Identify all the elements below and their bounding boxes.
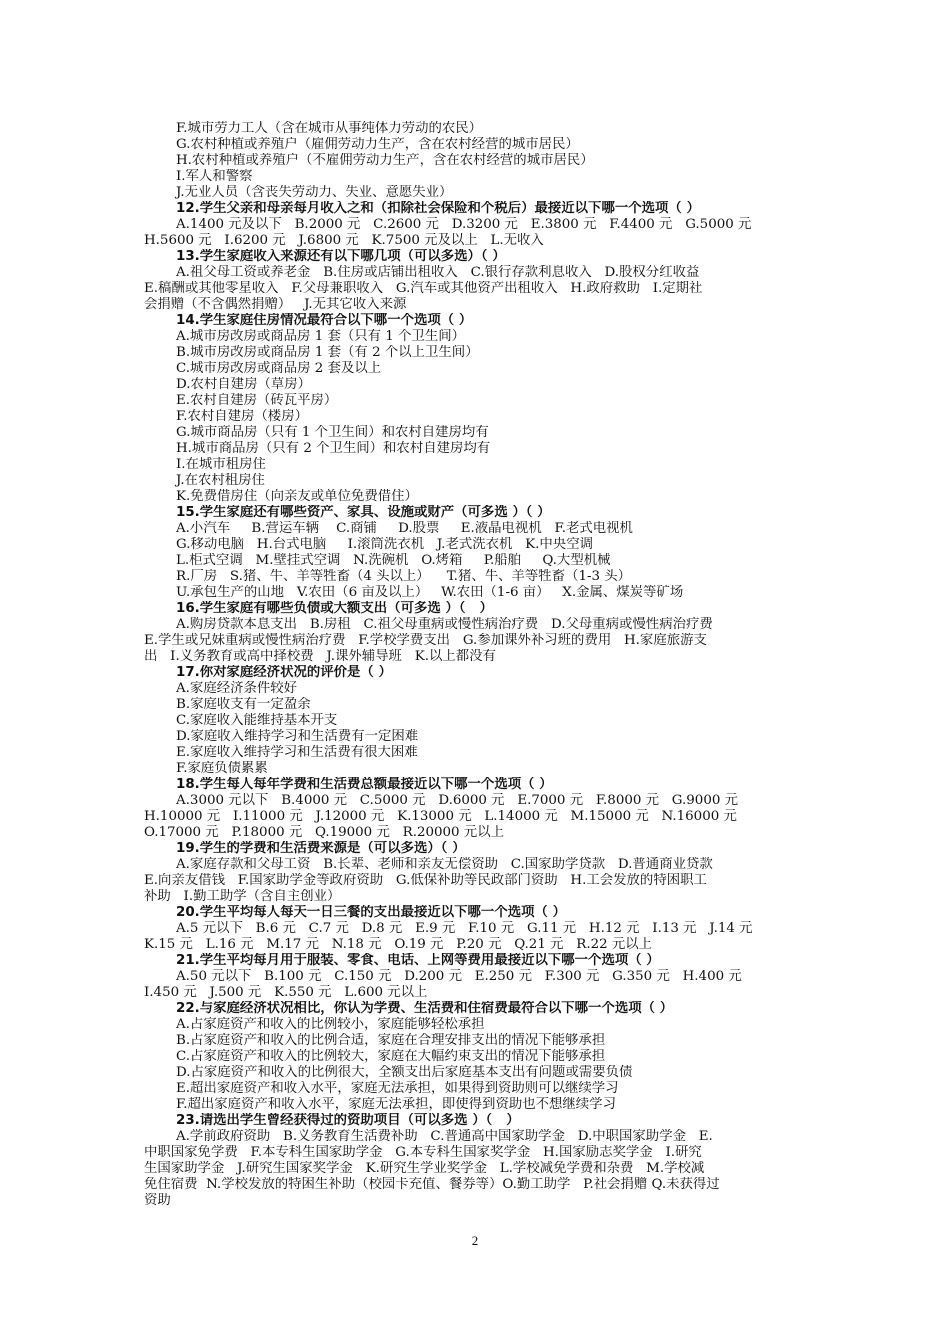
option-line: G.城市商品房（只有 1 个卫生间）和农村自建房均有 [176,425,489,440]
option-continuation: E.学生或兄妹重病或慢性病治疗费 F.学校学费支出 G.参加课外补习班的费用 H.家庭旅游支 [144,633,707,648]
option-line: E.农村自建房（砖瓦平房） [176,393,338,408]
option-continuation: 免住宿费 N.学校发放的特困生补助（校园卡充值、餐券等）O.勤工助学 P.社会捐赠 Q.未获得过 [144,1177,720,1192]
option-line: U.承包生产的山地 V.农田（6 亩及以上） W.农田（1-6 亩） X.金属、煤炭等矿场 [176,585,684,600]
option-line: A.5 元以下 B.6 元 C.7 元 D.8 元 E.9 元 F.10 元 G.11 元 H.12 元 I.13 元 J.14 元 [176,921,753,936]
option-line: A.家庭存款和父母工资 B.长辈、老师和亲友无偿资助 C.国家助学贷款 D.普通商业贷款 [176,857,713,872]
option-line: H.城市商品房（只有 2 个卫生间）和农村自建房均有 [176,441,491,456]
question-heading: 23.请选出学生曾经获得过的资助项目（可以多选 ）（ ） [176,1113,520,1128]
option-continuation: E.向亲友借钱 F.国家助学金等政府资助 G.低保补助等民政部门资助 H.工会发放的特困职工 [144,873,707,888]
option-continuation: I.450 元 J.500 元 K.550 元 L.600 元以上 [144,985,428,1000]
question-heading: 17.你对家庭经济状况的评价是（ ） [176,665,392,680]
option-line: A.家庭经济条件较好 [176,681,298,696]
option-line: D.占家庭资产和收入的比例很大，全额支出后家庭基本支出有问题或需要负债 [176,1065,633,1080]
option-continuation: O.17000 元 P.18000 元 Q.19000 元 R.20000 元以上 [144,825,504,840]
page-number: 2 [471,1233,479,1248]
option-line: A.1400 元及以下 B.2000 元 C.2600 元 D.3200 元 E.3800 元 F.4400 元 G.5000 元 [176,217,752,232]
option-line: C.家庭收入能维持基本开支 [176,713,338,728]
option-line: F.城市劳力工人（含在城市从事纯体力劳动的农民） [176,121,483,136]
option-line: E.家庭收入维持学习和生活费有很大困难 [176,745,418,760]
option-line: A.城市房改房或商品房 1 套（只有 1 个卫生间） [176,329,466,344]
option-line: J.无业人员（含丧失劳动力、失业、意愿失业） [176,185,453,200]
question-heading: 14.学生家庭住房情况最符合以下哪一个选项（ ） [176,313,473,328]
option-line: J.在农村租房住 [176,473,265,488]
option-line: C.占家庭资产和收入的比例较大，家庭在大幅约束支出的情况下能够承担 [176,1049,606,1064]
question-heading: 19.学生的学费和生活费来源是（可以多选）（ ） [176,841,466,856]
option-line: B.占家庭资产和收入的比例合适，家庭在合理安排支出的情况下能够承担 [176,1033,606,1048]
option-line: D.农村自建房（草房） [176,377,312,392]
option-line: D.家庭收入维持学习和生活费有一定困难 [176,729,419,744]
option-continuation: 中职国家免学费 F.本专科生国家助学金 G.本专科生国家奖学金 H.国家励志奖学金 I.研究 [144,1145,702,1160]
option-line: A.3000 元以下 B.4000 元 C.5000 元 D.6000 元 E.7000 元 F.8000 元 G.9000 元 [176,793,739,808]
option-line: F.家庭负债累累 [176,761,268,776]
question-heading: 22.与家庭经济状况相比，你认为学费、生活费和住宿费最符合以下哪一个选项（ ） [176,1001,674,1016]
option-line: I.军人和警察 [176,169,253,184]
option-line: L.柜式空调 M.壁挂式空调 N.洗碗机 O.烤箱 P.船舶 Q.大型机械 [176,553,611,568]
option-line: A.学前政府资助 B.义务教育生活费补助 C.普通高中国家助学金 D.中职国家助学金 E. [176,1129,713,1144]
option-line: B.家庭收支有一定盈余 [176,697,311,712]
option-line: F.超出家庭资产和收入水平，家庭无法承担，即使得到资助也不想继续学习 [176,1097,616,1112]
option-line: I.在城市租房住 [176,457,266,472]
option-continuation: H.10000 元 I.11000 元 J.12000 元 K.13000 元 L.14000 元 M.15000 元 N.16000 元 [144,809,737,824]
option-line: A.50 元以下 B.100 元 C.150 元 D.200 元 E.250 元 F.300 元 G.350 元 H.400 元 [176,969,742,984]
option-continuation: 资助 [144,1193,171,1208]
option-continuation: H.5600 元 I.6200 元 J.6800 元 K.7500 元及以上 L.无收入 [144,233,544,248]
option-continuation: 生国家助学金 J.研究生国家奖学金 K.研究生学业奖学金 L.学校减免学费和杂费 M.学校减 [144,1161,705,1176]
question-heading: 16.学生家庭有哪些负债或大额支出（可多选 ）（ ） [176,601,493,616]
questionnaire-body [144,121,828,1209]
option-line: H.农村种植或养殖户（不雇佣劳动力生产，含在农村经营的城市居民） [176,153,594,168]
option-line: G.移动电脑 H.台式电脑 I.滚筒洗衣机 J.老式洗衣机 K.中央空调 [176,537,593,552]
option-continuation: K.15 元 L.16 元 M.17 元 N.18 元 O.19 元 P.20 元 Q.21 元 R.22 元以上 [144,937,653,952]
option-line: C.城市房改房或商品房 2 套及以上 [176,361,382,376]
question-heading: 13.学生家庭收入来源还有以下哪几项（可以多选）（ ） [176,249,506,264]
option-continuation: 会捐赠（不含偶然捐赠） J.无其它收入来源 [144,297,407,312]
option-line: G.农村种植或养殖户（雇佣劳动力生产，含在农村经营的城市居民） [176,137,579,152]
question-heading: 12.学生父亲和母亲每月收入之和（扣除社会保险和个税后）最接近以下哪一个选项（ ） [176,201,700,216]
question-heading: 18.学生每人每年学费和生活费总额最接近以下哪一个选项（ ） [176,777,553,792]
option-line: F.农村自建房（楼房） [176,409,308,424]
question-heading: 20.学生平均每人每天一日三餐的支出最接近以下哪一个选项（ ） [176,905,566,920]
question-heading: 15.学生家庭还有哪些资产、家具、设施或财产（可多选 ）（ ） [176,505,551,520]
question-heading: 21.学生平均每月用于服装、零食、电话、上网等费用最接近以下哪一个选项（ ） [176,953,660,968]
option-line: B.城市房改房或商品房 1 套（有 2 个以上卫生间） [176,345,479,360]
option-line: R.厂房 S.猪、牛、羊等牲畜（4 头以上） T.猪、牛、羊等牲畜（1-3 头） [176,569,632,584]
option-line: A.小汽车 B.营运车辆 C.商铺 D.股票 E.液晶电视机 F.老式电视机 [176,521,633,536]
option-line: K.免费借房住（向亲友或单位免费借住） [176,489,418,504]
option-line: A.占家庭资产和收入的比例较小，家庭能够轻松承担 [176,1017,485,1032]
option-continuation: E.稿酬或其他零星收入 F.父母兼职收入 G.汽车或其他资产出租收入 H.政府救助 I.定期社 [144,281,703,296]
option-continuation: 补助 I.勤工助学（含自主创业） [144,889,341,904]
option-line: A.购房贷款本息支出 B.房租 C.祖父母重病或慢性病治疗费 D.父母重病或慢性病治疗费 [176,617,713,632]
option-line: A.祖父母工资或养老金 B.住房或店铺出租收入 C.银行存款利息收入 D.股权分红收益 [176,265,700,280]
option-continuation: 出 I.义务教育或高中择校费 J.课外辅导班 K.以上都没有 [144,649,496,664]
option-line: E.超出家庭资产和收入水平，家庭无法承担，如果得到资助则可以继续学习 [176,1081,619,1096]
